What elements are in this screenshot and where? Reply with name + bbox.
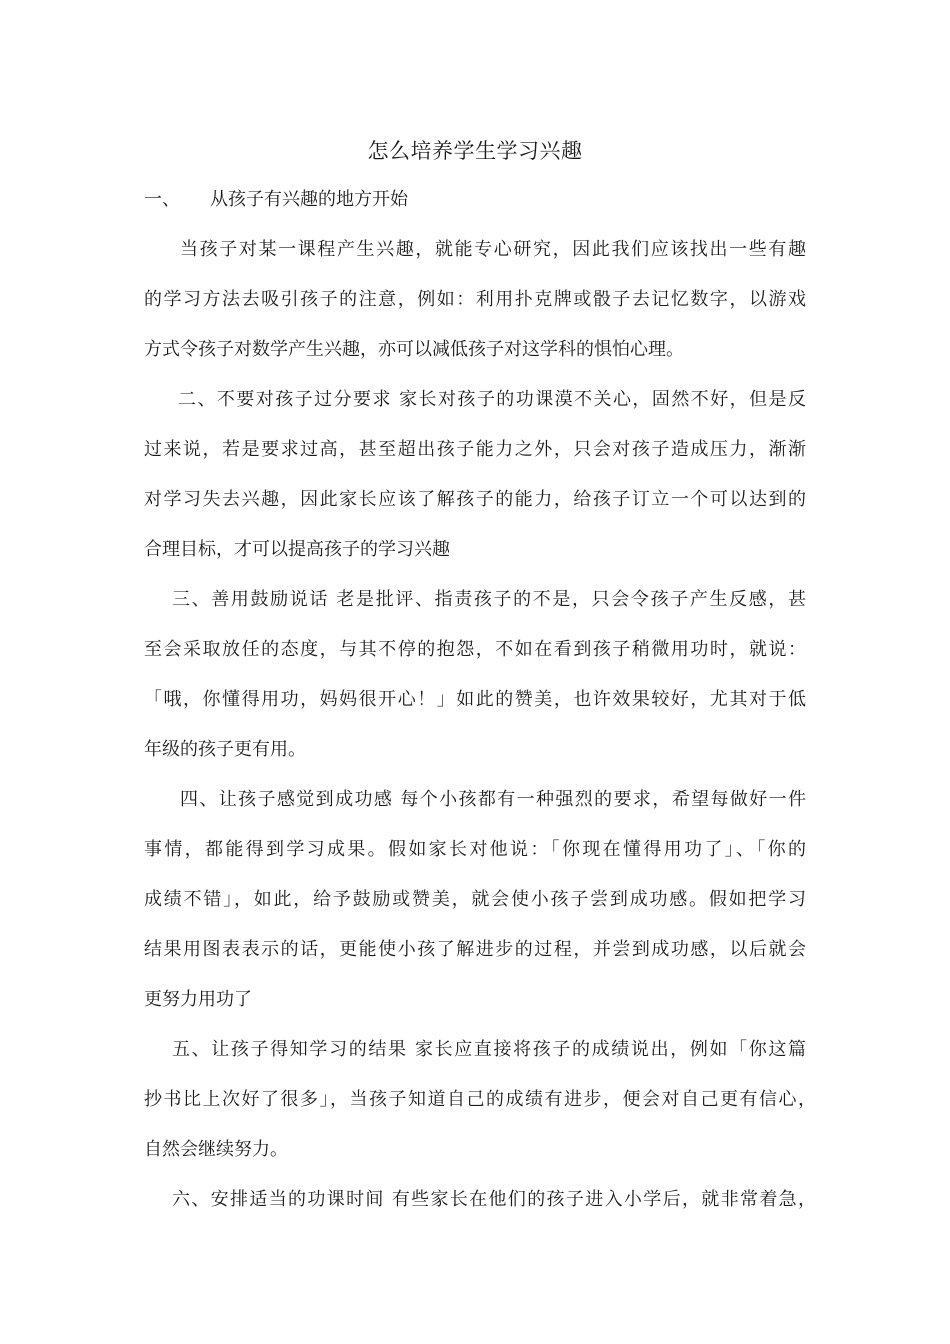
section-heading-text: 从孩子有兴趣的地方开始 bbox=[210, 189, 408, 210]
paragraph-line: 「哦，你懂得用功，妈妈很开心！」如此的赞美，也许效果较好，尤其对于低 bbox=[144, 689, 806, 710]
paragraph-line: 三、善用鼓励说话 老是批评、指责孩子的不是，只会令孩子产生反感，甚 bbox=[172, 589, 806, 610]
paragraph-line: 四、让孩子感觉到成功感 每个小孩都有一种强烈的要求，希望每做好一件 bbox=[180, 789, 806, 810]
paragraph-line: 当孩子对某一课程产生兴趣，就能专心研究，因此我们应该找出一些有趣 bbox=[180, 239, 806, 260]
paragraph-line: 六、安排适当的功课时间 有些家长在他们的孩子进入小学后，就非常着急， bbox=[172, 1189, 816, 1210]
paragraph-line: 方式令孩子对数学产生兴趣，亦可以减低孩子对这学科的惧怕心理。 bbox=[144, 339, 684, 360]
section-number: 一、 bbox=[144, 189, 180, 210]
paragraph-line: 至会采取放任的态度，与其不停的抱怨，不如在看到孩子稍微用功时，就说： bbox=[144, 639, 806, 660]
paragraph-line: 过来说，若是要求过高，甚至超出孩子能力之外，只会对孩子造成压力，渐渐 bbox=[144, 439, 806, 460]
paragraph-line: 自然会继续努力。 bbox=[144, 1139, 288, 1160]
document-title: 怎么培养学生学习兴趣 bbox=[367, 139, 583, 163]
paragraph-line: 的学习方法去吸引孩子的注意，例如：利用扑克牌或骰子去记忆数字，以游戏 bbox=[144, 289, 806, 310]
section-heading-1 bbox=[144, 186, 408, 214]
paragraph-line: 二、不要对孩子过分要求 家长对孩子的功课漠不关心，固然不好，但是反 bbox=[178, 389, 806, 410]
paragraph-line: 事情，都能得到学习成果。假如家长对他说：「你现在懂得用功了」、「你的 bbox=[144, 839, 806, 860]
paragraph-line: 成绩不错」，如此，给予鼓励或赞美，就会使小孩子尝到成功感。假如把学习 bbox=[144, 889, 806, 910]
paragraph-line: 对学习失去兴趣，因此家长应该了解孩子的能力，给孩子订立一个可以达到的 bbox=[144, 489, 806, 510]
paragraph-line: 五、让孩子得知学习的结果 家长应直接将孩子的成绩说出，例如「你这篇 bbox=[172, 1039, 806, 1060]
paragraph-line: 抄书比上次好了很多」，当孩子知道自己的成绩有进步，便会对自己更有信心， bbox=[144, 1089, 816, 1110]
paragraph-line: 更努力用功了 bbox=[144, 989, 252, 1010]
paragraph-line: 合理目标，才可以提高孩子的学习兴趣 bbox=[144, 539, 450, 560]
paragraph-line: 年级的孩子更有用。 bbox=[144, 739, 306, 760]
paragraph-line: 结果用图表表示的话，更能使小孩了解进步的过程，并尝到成功感，以后就会 bbox=[144, 939, 806, 960]
